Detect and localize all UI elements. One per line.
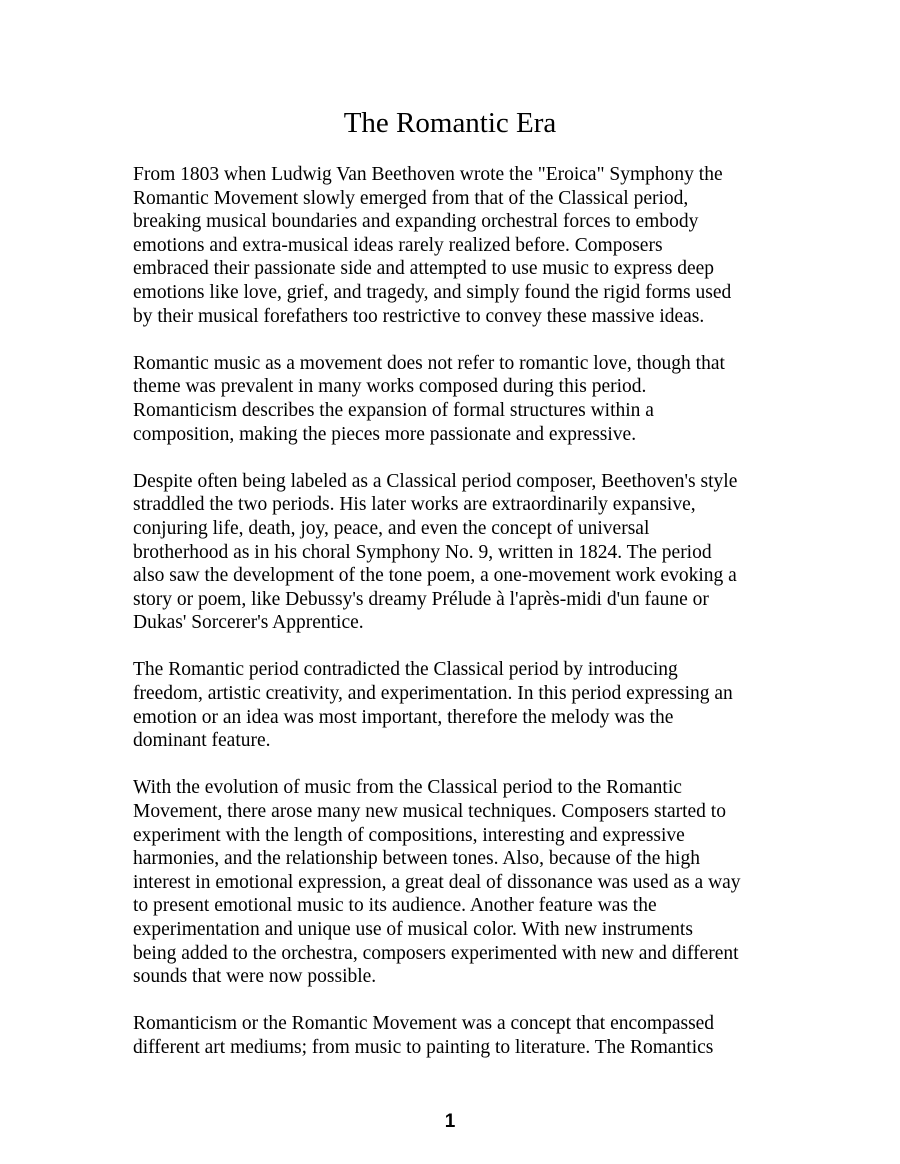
paragraph — [133, 1012, 793, 1059]
paragraph — [133, 658, 793, 752]
text-line: story or poem, like Debussy's dreamy Prélude à l'après-midi d'un faune or — [133, 588, 709, 610]
text-line: emotions and extra-musical ideas rarely realized before. Composers — [133, 234, 663, 256]
text-line: experiment with the length of compositions, interesting and expressive — [133, 824, 685, 846]
text-line: harmonies, and the relationship between tones. Also, because of the high — [133, 848, 700, 870]
text-line: The Romantic period contradicted the Classical period by introducing — [133, 659, 678, 681]
paragraph — [133, 352, 793, 446]
text-line: With the evolution of music from the Classical period to the Romantic — [133, 777, 682, 799]
text-line: experimentation and unique use of musical color. With new instruments — [133, 919, 693, 940]
text-line: sounds that were now possible. — [133, 966, 377, 988]
text-line: freedom, artistic creativity, and experimentation. In this period expressing an — [133, 683, 733, 705]
text-line: brotherhood as in his choral Symphony No. 9, written in 1824. The period — [133, 541, 712, 563]
body-text — [133, 163, 793, 1083]
text-line: Romanticism or the Romantic Movement was a concept that encompassed — [133, 1013, 715, 1035]
text-line: emotions like love, grief, and tragedy, and simply found the rigid forms used — [133, 281, 732, 303]
text-line: Dukas' Sorcerer's Apprentice. — [133, 612, 364, 634]
text-line: to present emotional music to its audience. Another feature was the — [133, 895, 657, 917]
text-line: Romantic Movement slowly emerged from that of the Classical period, — [133, 187, 689, 209]
text-line: composition, making the pieces more passionate and expressive. — [133, 423, 637, 445]
paragraph — [133, 470, 793, 635]
text-line: Movement, there arose many new musical techniques. Composers started to — [133, 801, 726, 823]
page-number: 1 — [444, 1111, 456, 1132]
text-line: by their musical forefathers too restrictive to convey these massive ideas. — [133, 305, 705, 327]
text-line: embraced their passionate side and attempted to use music to express deep — [133, 258, 715, 280]
text-line: Romantic music as a movement does not refer to romantic love, though that — [133, 352, 725, 374]
page-title: The Romantic Era — [343, 107, 557, 139]
text-line: conjuring life, death, joy, peace, and even the concept of universal — [133, 517, 650, 539]
text-line: From 1803 when Ludwig Van Beethoven wrote the "Eroica" Symphony the — [133, 164, 723, 185]
text-line: being added to the orchestra, composers experimented with new and different — [133, 942, 739, 964]
text-line: interest in emotional expression, a great deal of dissonance was used as a way — [133, 871, 741, 893]
text-line: breaking musical boundaries and expanding orchestral forces to embody — [133, 211, 699, 233]
text-line: emotion or an idea was most important, therefore the melody was the — [133, 706, 674, 728]
text-line: Romanticism describes the expansion of formal structures within a — [133, 399, 654, 421]
paragraph — [133, 163, 793, 328]
text-line: straddled the two periods. His later works are extraordinarily expansive, — [133, 494, 696, 516]
text-line: also saw the development of the tone poem, a one-movement work evoking a — [133, 565, 737, 587]
text-line: Despite often being labeled as a Classical period composer, Beethoven's style — [133, 470, 738, 492]
paragraph — [133, 776, 793, 988]
text-line: theme was prevalent in many works composed during this period. — [133, 376, 647, 398]
text-line: dominant feature. — [133, 730, 271, 752]
text-line: different art mediums; from music to painting to literature. The Romantics — [133, 1036, 714, 1058]
